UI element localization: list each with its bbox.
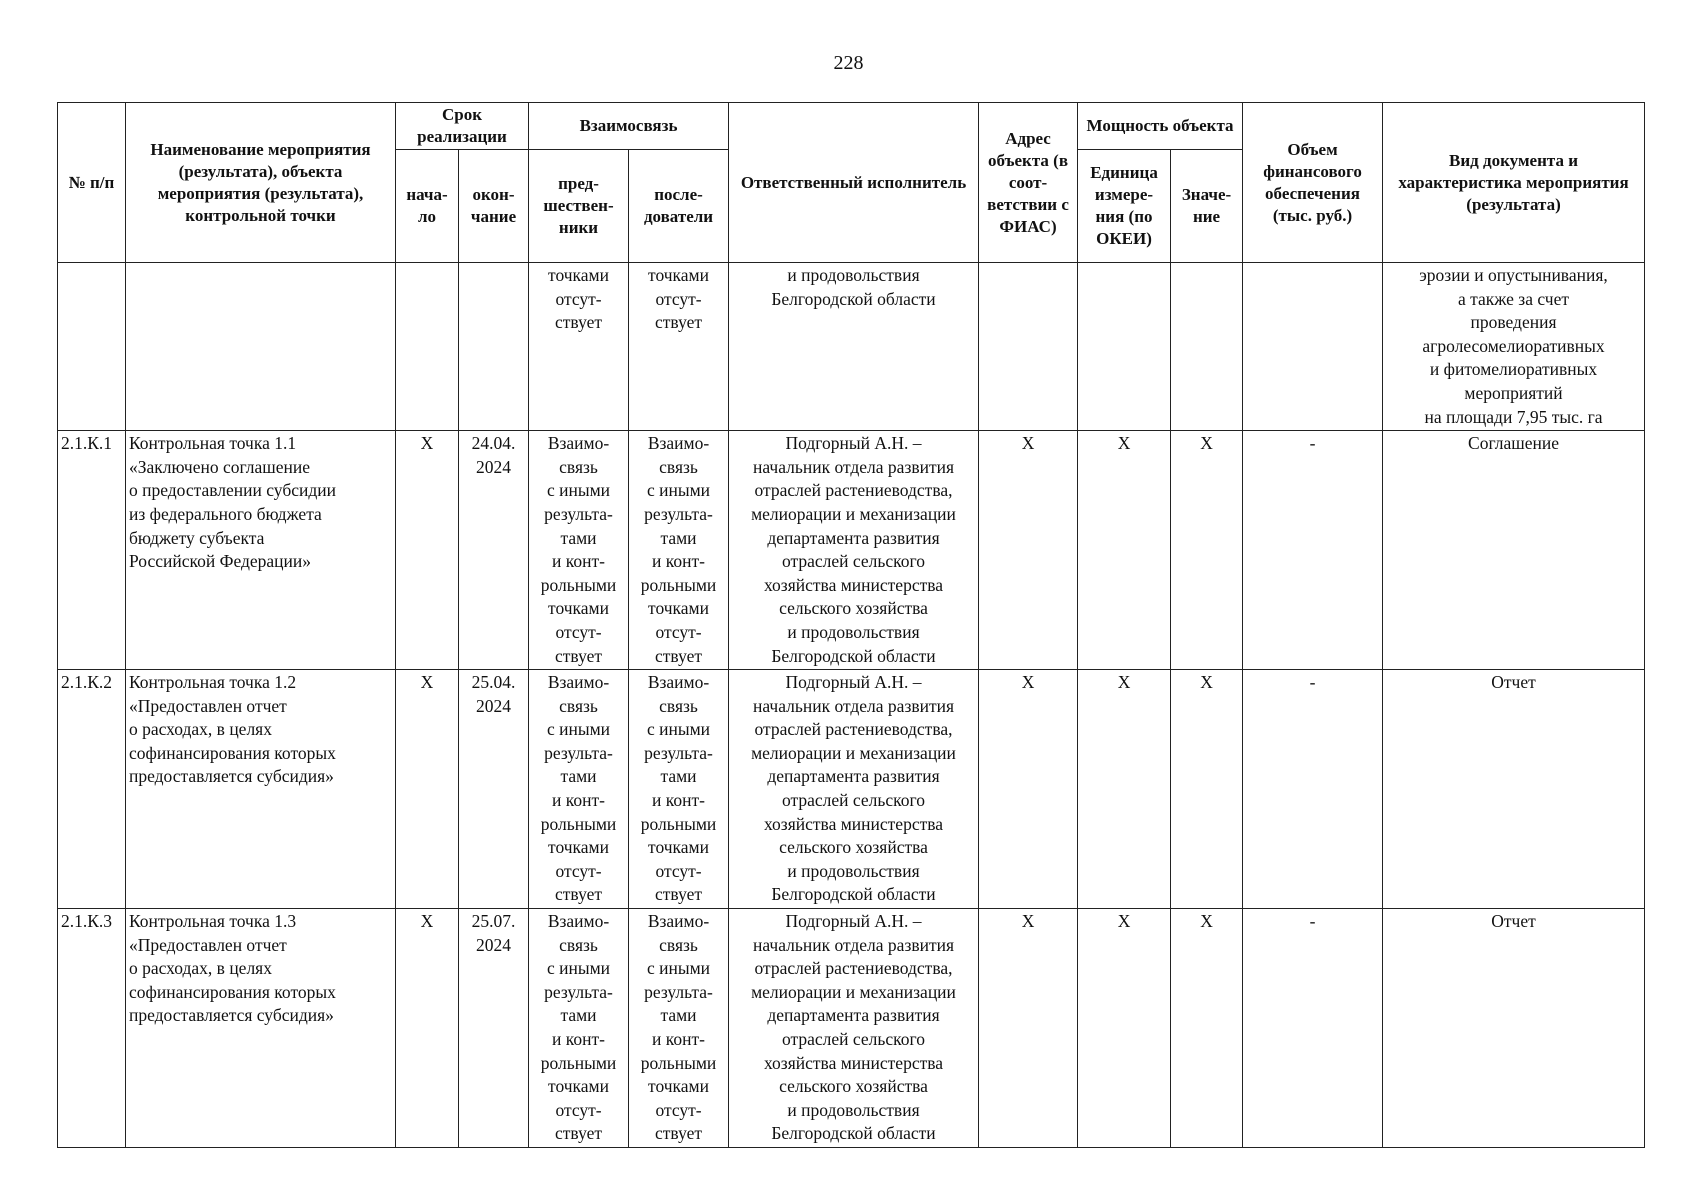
header-term: Срок реализации — [396, 103, 529, 150]
cell-address: X — [979, 909, 1078, 1148]
cell-value: X — [1171, 670, 1243, 909]
cell-executor: Подгорный А.Н. – начальник отдела развития отраслей растениеводства, мелиорации и механизации департамента развития отраслей сельского хозяйства министерства сельского хозяйства и продовольствия Белгородской области — [729, 909, 979, 1148]
cell-start: X — [396, 431, 459, 670]
cell-num: 2.1.К.2 — [58, 670, 126, 909]
header-relation-next: после- дователи — [629, 150, 729, 263]
cell-start — [396, 263, 459, 431]
cell-name — [126, 263, 396, 431]
header-capacity-unit: Единица измере- ния (по ОКЕИ) — [1078, 150, 1171, 263]
cell-unit: X — [1078, 909, 1171, 1148]
table-row — [58, 670, 1645, 909]
header-term-end: окон- чание — [459, 150, 529, 263]
cell-unit: X — [1078, 670, 1171, 909]
header-finance: Объем финансового обеспечения (тыс. руб.) — [1243, 103, 1383, 263]
cell-value: X — [1171, 431, 1243, 670]
cell-address: X — [979, 670, 1078, 909]
cell-finance — [1243, 263, 1383, 431]
cell-finance: - — [1243, 670, 1383, 909]
cell-num: 2.1.К.3 — [58, 909, 126, 1148]
cell-name: Контрольная точка 1.2 «Предоставлен отчет о расходах, в целях софинансирования которых предоставляется субсидия» — [126, 670, 396, 909]
cell-prev: Взаимо- связь с иными результа- тами и конт- рольными точками отсут- ствует — [529, 431, 629, 670]
cell-finance: - — [1243, 909, 1383, 1148]
cell-start: X — [396, 909, 459, 1148]
cell-finance: - — [1243, 431, 1383, 670]
cell-executor: Подгорный А.Н. – начальник отдела развития отраслей растениеводства, мелиорации и механизации департамента развития отраслей сельского хозяйства министерства сельского хозяйства и продовольствия Белгородской области — [729, 431, 979, 670]
cell-value: X — [1171, 909, 1243, 1148]
cell-end: 25.04. 2024 — [459, 670, 529, 909]
header-doc-type: Вид документа и характеристика мероприятия (результата) — [1383, 103, 1645, 263]
header-relation: Взаимосвязь — [529, 103, 729, 150]
cell-end — [459, 263, 529, 431]
table-row — [58, 909, 1645, 1148]
plan-table — [57, 102, 1645, 1148]
header-capacity: Мощность объекта — [1078, 103, 1243, 150]
cell-prev: Взаимо- связь с иными результа- тами и конт- рольными точками отсут- ствует — [529, 909, 629, 1148]
cell-num — [58, 263, 126, 431]
cell-end: 25.07. 2024 — [459, 909, 529, 1148]
cell-executor: Подгорный А.Н. – начальник отдела развития отраслей растениеводства, мелиорации и механизации департамента развития отраслей сельского хозяйства министерства сельского хозяйства и продовольствия Белгородской области — [729, 670, 979, 909]
cell-end: 24.04. 2024 — [459, 431, 529, 670]
header-num: № п/п — [58, 103, 126, 263]
cell-next: Взаимо- связь с иными результа- тами и конт- рольными точками отсут- ствует — [629, 670, 729, 909]
cell-num: 2.1.К.1 — [58, 431, 126, 670]
cell-address: X — [979, 431, 1078, 670]
table-row — [58, 431, 1645, 670]
cell-doc: эрозии и опустынивания, а также за счет проведения агролесомелиоративных и фитомелиоративных мероприятий на площади 7,95 тыс. га — [1383, 263, 1645, 431]
cell-unit — [1078, 263, 1171, 431]
cell-doc: Соглашение — [1383, 431, 1645, 670]
cell-executor: и продовольствия Белгородской области — [729, 263, 979, 431]
cell-next: точками отсут- ствует — [629, 263, 729, 431]
header-executor: Ответственный исполнитель — [729, 103, 979, 263]
header-relation-prev: пред- шествен- ники — [529, 150, 629, 263]
cell-prev: Взаимо- связь с иными результа- тами и конт- рольными точками отсут- ствует — [529, 670, 629, 909]
cell-next: Взаимо- связь с иными результа- тами и конт- рольными точками отсут- ствует — [629, 431, 729, 670]
page-number: 228 — [833, 52, 864, 74]
cell-doc: Отчет — [1383, 670, 1645, 909]
cell-next: Взаимо- связь с иными результа- тами и конт- рольными точками отсут- ствует — [629, 909, 729, 1148]
table-row-continuation — [58, 263, 1645, 431]
cell-value — [1171, 263, 1243, 431]
header-name: Наименование мероприятия (результата), объекта мероприятия (результата), контрольной точки — [126, 103, 396, 263]
header-address: Адрес объекта (в соот- ветствии с ФИАС) — [979, 103, 1078, 263]
header-term-start: нача- ло — [396, 150, 459, 263]
cell-unit: X — [1078, 431, 1171, 670]
cell-address — [979, 263, 1078, 431]
header-row — [58, 103, 1645, 150]
header-capacity-value: Значе- ние — [1171, 150, 1243, 263]
cell-name: Контрольная точка 1.3 «Предоставлен отчет о расходах, в целях софинансирования которых предоставляется субсидия» — [126, 909, 396, 1148]
cell-name: Контрольная точка 1.1 «Заключено соглашение о предоставлении субсидии из федерального бюджета бюджету субъекта Российской Федерации» — [126, 431, 396, 670]
cell-prev: точками отсут- ствует — [529, 263, 629, 431]
cell-doc: Отчет — [1383, 909, 1645, 1148]
cell-start: X — [396, 670, 459, 909]
